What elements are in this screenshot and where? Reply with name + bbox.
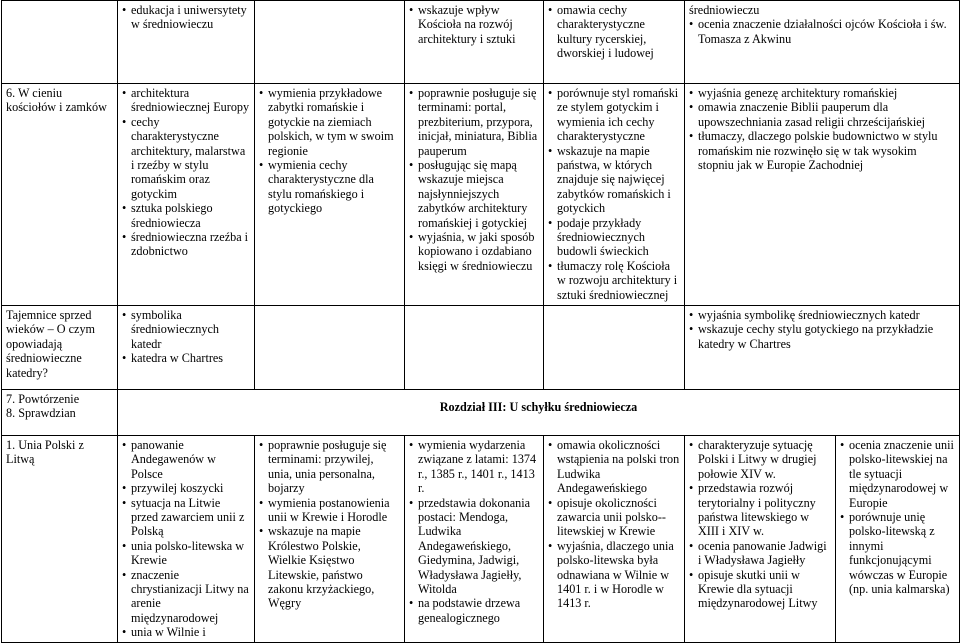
bullet-item: • omawia okoliczności wstąpienia na polski tron Ludwika Andegaweńskiego <box>548 438 680 496</box>
cell-level-4 <box>544 436 685 643</box>
bullet-item: • cechy charakterystyczne architektury, malarstwa i rzeźby w stylu romańskim oraz gotyckim <box>122 115 250 201</box>
lesson-title: 7. Powtórzenie 8. Sprawdzian <box>6 392 80 421</box>
cell-level-4 <box>544 1 685 84</box>
bullet-item: • wyjaśnia, w jaki sposób kopiowano i ozdabiano księgi w średniowieczu <box>409 230 539 273</box>
section-title <box>118 390 960 436</box>
cell-level-3 <box>405 84 544 306</box>
text-item: średniowieczu <box>689 3 760 17</box>
bullet-item: • ocenia znaczenie działalności ojców Kościoła i św. Tomasza z Akwinu <box>689 17 955 46</box>
cell-level-5 <box>685 1 960 84</box>
bullet-item: • omawia znaczenie Biblii pauperum dla upowszechniania zasad religii chrześcijańskiej <box>689 100 955 129</box>
bullet-item: • wymienia wydarzenia związane z latami: 1374 r., 1385 r., 1401 r., 1413 r. <box>409 438 539 496</box>
cell-level-5 <box>685 84 960 306</box>
table-row <box>2 84 960 306</box>
bullet-item: • przedstawia rozwój terytorialny i polityczny państwa litewskiego w XIII i XIV w. <box>689 481 831 539</box>
bullet-item: • edukacja i uniwersytety w średniowieczu <box>122 3 250 32</box>
bullet-item: • unia w Wilnie i <box>122 625 250 639</box>
bullet-item: • katedra w Chartres <box>122 351 250 365</box>
bullet-item: • charakteryzuje sytuację Polski i Litwy w drugiej połowie XIV w. <box>689 438 831 481</box>
bullet-item: • poprawnie posługuje się terminami: przywilej, unia, unia personalna, bojarzy <box>259 438 400 496</box>
bullet-item: • posługując się mapą wskazuje miejsca najsłynniejszych zabytków architektury romańskiej i gotyckiej <box>409 158 539 230</box>
bullet-item: • wymienia cechy charakterystyczne dla stylu romańskiego i gotyckiego <box>259 158 400 216</box>
cell-basic <box>255 306 405 390</box>
cell-level-3 <box>405 436 544 643</box>
cell-level-6 <box>836 436 960 643</box>
cell-content <box>118 84 255 306</box>
cell-content <box>118 1 255 84</box>
bullet-item: • wskazuje cechy stylu gotyckiego na przykładzie katedry w Chartres <box>689 322 955 351</box>
bullet-item: • znaczenie chrystianizacji Litwy na arenie międzynarodowej <box>122 568 250 626</box>
bullet-item: • porównuje styl romański ze stylem gotyckim i wymienia ich cechy charakterystyczne <box>548 86 680 144</box>
bullet-item: • podaje przykłady średniowiecznych budowli świeckich <box>548 216 680 259</box>
cell-topic <box>2 84 118 306</box>
table-row <box>2 1 960 84</box>
bullet-item: • opisuje okoliczności zawarcia unii polsko--litewskiej w Krewie <box>548 496 680 539</box>
cell-level-5 <box>685 436 836 643</box>
bullet-item: • wskazuje wpływ Kościoła na rozwój architektury i sztuki <box>409 3 539 46</box>
bullet-item: • przywilej koszycki <box>122 481 250 495</box>
curriculum-table <box>1 0 960 643</box>
bullet-item: • wymienia postanowienia unii w Krewie i Horodle <box>259 496 400 525</box>
bullet-item: • wyjaśnia genezę architektury romańskiej <box>689 86 955 100</box>
bullet-item: • symbolika średniowiecznych katedr <box>122 308 250 351</box>
lesson-title: 6. W cieniu kościołów i zamków <box>6 86 107 115</box>
bullet-item: • omawia cechy charakterystyczne kultury rycerskiej, dworskiej i ludowej <box>548 3 680 61</box>
bullet-item: • poprawnie posługuje się terminami: portal, prezbiterium, przypora, inicjał, miniatura, Biblia pauperum <box>409 86 539 158</box>
cell-level-3 <box>405 306 544 390</box>
cell-level-3 <box>405 1 544 84</box>
cell-topic <box>2 306 118 390</box>
cell-level-4 <box>544 306 685 390</box>
bullet-item: • przedstawia dokonania postaci: Mendoga, Ludwika Andegaweńskiego, Giedymina, Jadwigi, Władysława Jagiełły, Witolda <box>409 496 539 597</box>
cell-content <box>118 436 255 643</box>
bullet-item: • porównuje unię polsko-litewską z innymi funkcjonującymi wówczas w Europie (np. unia kalmarska) <box>840 510 955 596</box>
cell-topic <box>2 390 118 436</box>
table-row <box>2 306 960 390</box>
lesson-title: Tajemnice sprzed wieków – O czym opowiadają średniowieczne katedry? <box>6 308 96 380</box>
bullet-item: • na podstawie drzewa genealogicznego <box>409 596 539 625</box>
cell-content <box>118 306 255 390</box>
cell-topic <box>2 1 118 84</box>
bullet-item: • ocenia znaczenie unii polsko-litewskiej na tle sytuacji międzynarodowej w Europie <box>840 438 955 510</box>
bullet-item: • wskazuje na mapie państwa, w których znajduje się najwięcej zabytków romańskich i gotyckich <box>548 144 680 216</box>
bullet-item: • średniowieczna rzeźba i zdobnictwo <box>122 230 250 259</box>
cell-topic <box>2 436 118 643</box>
bullet-item: • tłumaczy, dlaczego polskie budownictwo w stylu romańskim nie rozwinęło się w tak wysokim stopniu jak w Europie Zachodniej <box>689 129 955 172</box>
bullet-item: • sztuka polskiego średniowiecza <box>122 201 250 230</box>
bullet-item: • wskazuje na mapie Królestwo Polskie, Wielkie Księstwo Litewskie, państwo zakonu krzyżackiego, Węgry <box>259 524 400 610</box>
bullet-item: • panowanie Andegawenów w Polsce <box>122 438 250 481</box>
cell-level-5 <box>685 306 960 390</box>
table-row <box>2 390 960 436</box>
cell-basic <box>255 1 405 84</box>
lesson-title: 1. Unia Polski z Litwą <box>6 438 84 467</box>
bullet-item: • wyjaśnia, dlaczego unia polsko-litewska była odnawiana w Wilnie w 1401 r. i w Horodle w 1413 r. <box>548 539 680 611</box>
bullet-item: • wyjaśnia symbolikę średniowiecznych katedr <box>689 308 955 322</box>
cell-basic <box>255 84 405 306</box>
bullet-item: • sytuacja na Litwie przed zawarciem unii z Polską <box>122 496 250 539</box>
bullet-item: • wymienia przykładowe zabytki romańskie i gotyckie na ziemiach polskich, w tym w swoim regionie <box>259 86 400 158</box>
cell-level-4 <box>544 84 685 306</box>
table-row <box>2 436 960 643</box>
bullet-item: • tłumaczy rolę Kościoła w rozwoju architektury i sztuki średniowiecznej <box>548 259 680 302</box>
cell-basic <box>255 436 405 643</box>
bullet-item: • architektura średniowiecznej Europy <box>122 86 250 115</box>
bullet-item: • ocenia panowanie Jadwigi i Władysława Jagiełły <box>689 539 831 568</box>
section-title-text: Rozdział III: U schyłku średniowiecza <box>439 400 638 414</box>
bullet-item: • unia polsko-litewska w Krewie <box>122 539 250 568</box>
bullet-item: • opisuje skutki unii w Krewie dla sytuacji międzynarodowej Litwy <box>689 568 831 611</box>
